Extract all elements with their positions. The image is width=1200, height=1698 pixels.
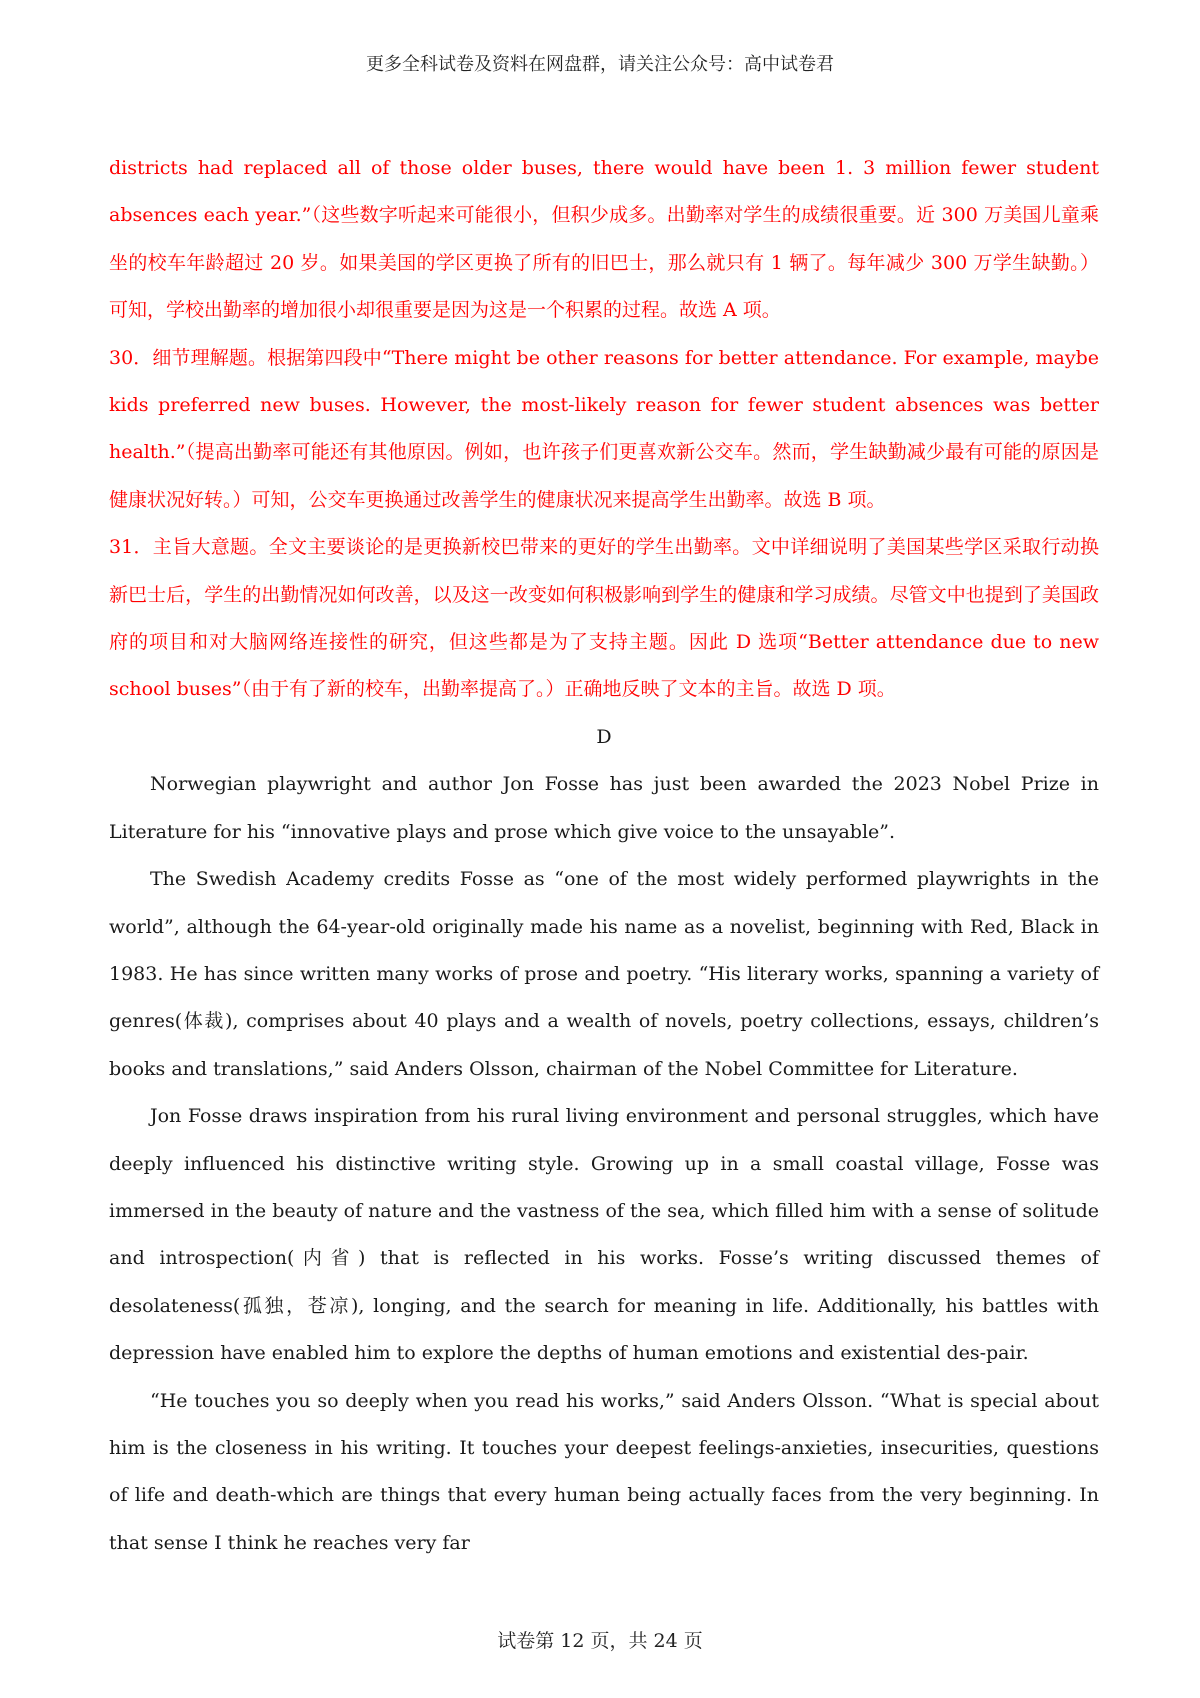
passage-paragraph-3: Jon Fosse draws inspiration from his rural living environment and personal struggles, which have deeply influenced his distinctive writing style. Growing up in a small coastal village, Fosse was immersed in the beauty of nature and the vastness of the sea, which filled him with a sense of solitude and introspection(内省) that is reflected in his works. Fosse’s writing discussed themes of desolateness(孤独，苍凉), longing, and the search for meaning in life. Additionally, his battles with depression have enabled him to explore the depths of human emotions and existential des-pair.	[109, 1105, 1099, 1365]
passage-paragraph-1: Norwegian playwright and author Jon Fosse has just been awarded the 2023 Nobel Prize in Literature for his “innovative plays and prose which give voice to the unsayable”.	[109, 773, 1099, 843]
page-content	[109, 145, 1099, 1567]
passage-paragraph-4: “He touches you so deeply when you read his works,” said Anders Olsson. “What is special about him is the closeness in his writing. It touches your deepest feelings-anxieties, insecurities, questions of life and death-which are things that every human being actually faces from the very beginning. In that sense I think he reaches very far	[109, 1389, 1099, 1554]
passage-paragraph-2: The Swedish Academy credits Fosse as “one of the most widely performed playwrights in the world”, although the 64-year-old originally made his name as a novelist, beginning with Red, Black in 1983. He has since written many works of prose and poetry. “His literary works, spanning a variety of genres(体裁), comprises about 40 plays and a wealth of novels, poetry collections, essays, children’s books and translations,” said Anders Olsson, chairman of the Nobel Committee for Literature.	[109, 868, 1099, 1080]
page-footer: 试卷第 12 页，共 24 页	[497, 1630, 703, 1652]
answer-explanation-29: districts had replaced all of those older buses, there would have been 1. 3 million fewer student absences each year.”（这些数字听起来可能很小，但积少成多。出勤率对学生的成绩很重要。近 300 万美国儿童乘坐的校车年龄超过 20 岁。如果美国的学区更换了所有的旧巴士，那么就只有 1 辆了。每年减少 300 万学生缺勤。）可知，学校出勤率的增加很小却很重要是因为这是一个积累的过程。故选 A 项。	[109, 157, 1099, 322]
page-header: 更多全科试卷及资料在网盘群，请关注公众号：高中试卷君	[366, 54, 834, 75]
answer-explanation-31: 31．主旨大意题。全文主要谈论的是更换新校巴带来的更好的学生出勤率。文中详细说明了美国某些学区采取行动换新巴士后，学生的出勤情况如何改善，以及这一改变如何积极影响到学生的健康和学习成绩。尽管文中也提到了美国政府的项目和对大脑网络连接性的研究，但这些都是为了支持主题。因此 D 选项“Better attendance due to new school buses”（由于有了新的校车，出勤率提高了。）正确地反映了文本的主旨。故选 D 项。	[109, 536, 1099, 701]
answer-explanation-30: 30．细节理解题。根据第四段中“There might be other reasons for better attendance. For example, maybe kids preferred new buses. However, the most-likely reason for fewer student absences was better health.”（提高出勤率可能还有其他原因。例如，也许孩子们更喜欢新公交车。然而，学生缺勤减少最有可能的原因是健康状况好转。）可知，公交车更换通过改善学生的健康状况来提高学生出勤率。故选 B 项。	[109, 346, 1099, 511]
section-title: D	[596, 725, 612, 748]
